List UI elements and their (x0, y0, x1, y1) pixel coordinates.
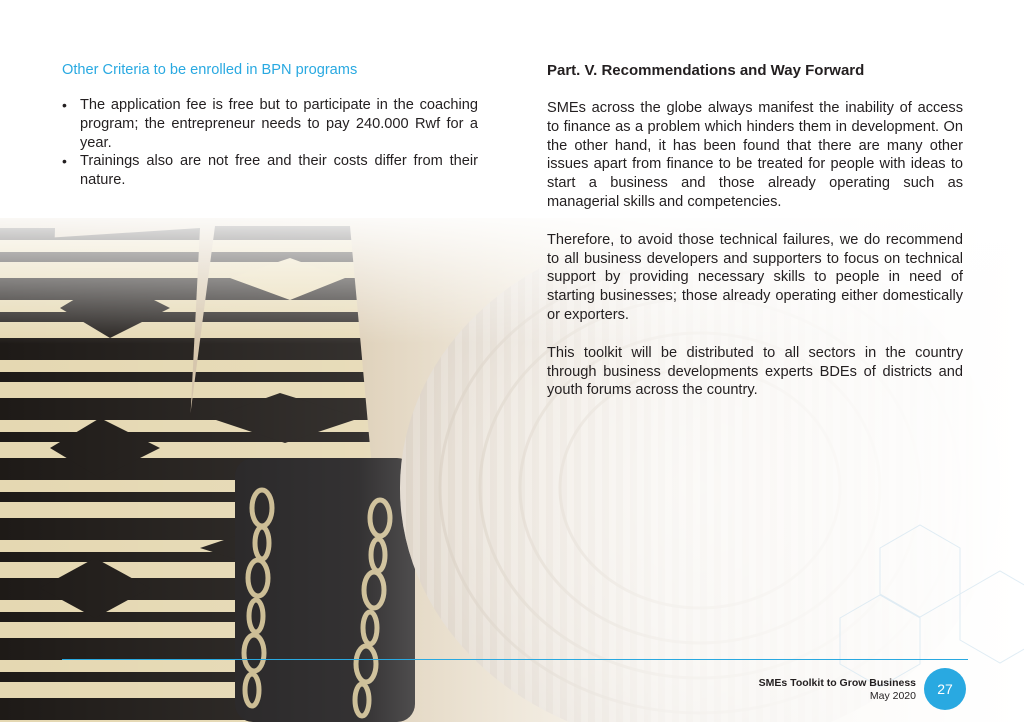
footer-text (759, 677, 916, 703)
bullet-text: The application fee is free but to participate in the coaching program; the entrepreneur needs to pay 240.000 Rwf for a year. (80, 97, 478, 151)
paragraph: SMEs across the globe always manifest the inability of access to finance as a problem which hinders them in development. On the other hand, it has been found that there are many other issues apart from finance to be treated for people with ideas to start a business and those already operating such as managerial skills and competencies. (547, 100, 963, 210)
paragraph: Therefore, to avoid those technical failures, we do recommend to all business developers and supporters to focus on technical support by providing necessary skills to people in need of starting businesses; those already operating either domestically or exporters. (547, 231, 963, 323)
list-item (62, 152, 478, 190)
footer-divider (62, 659, 968, 660)
section-title: Part. V. Recommendations and Way Forward (547, 62, 865, 79)
footer-title: SMEs Toolkit to Grow Business (758, 677, 916, 689)
page-number-badge: 27 (924, 668, 966, 710)
list-item (62, 96, 478, 152)
right-column (547, 62, 963, 419)
footer-date: May 2020 (869, 690, 916, 702)
paragraph: This toolkit will be distributed to all sectors in the country through business developments experts BDEs of districts and youth forums across the country. (547, 344, 963, 399)
bullet-icon: • (62, 97, 67, 113)
bullet-text: Trainings also are not free and their costs differ from their nature. (80, 153, 478, 189)
bullet-icon: • (62, 153, 67, 170)
criteria-heading: Other Criteria to be enrolled in BPN programs (62, 62, 358, 78)
left-column (62, 62, 478, 190)
criteria-bullet-list (62, 96, 478, 190)
